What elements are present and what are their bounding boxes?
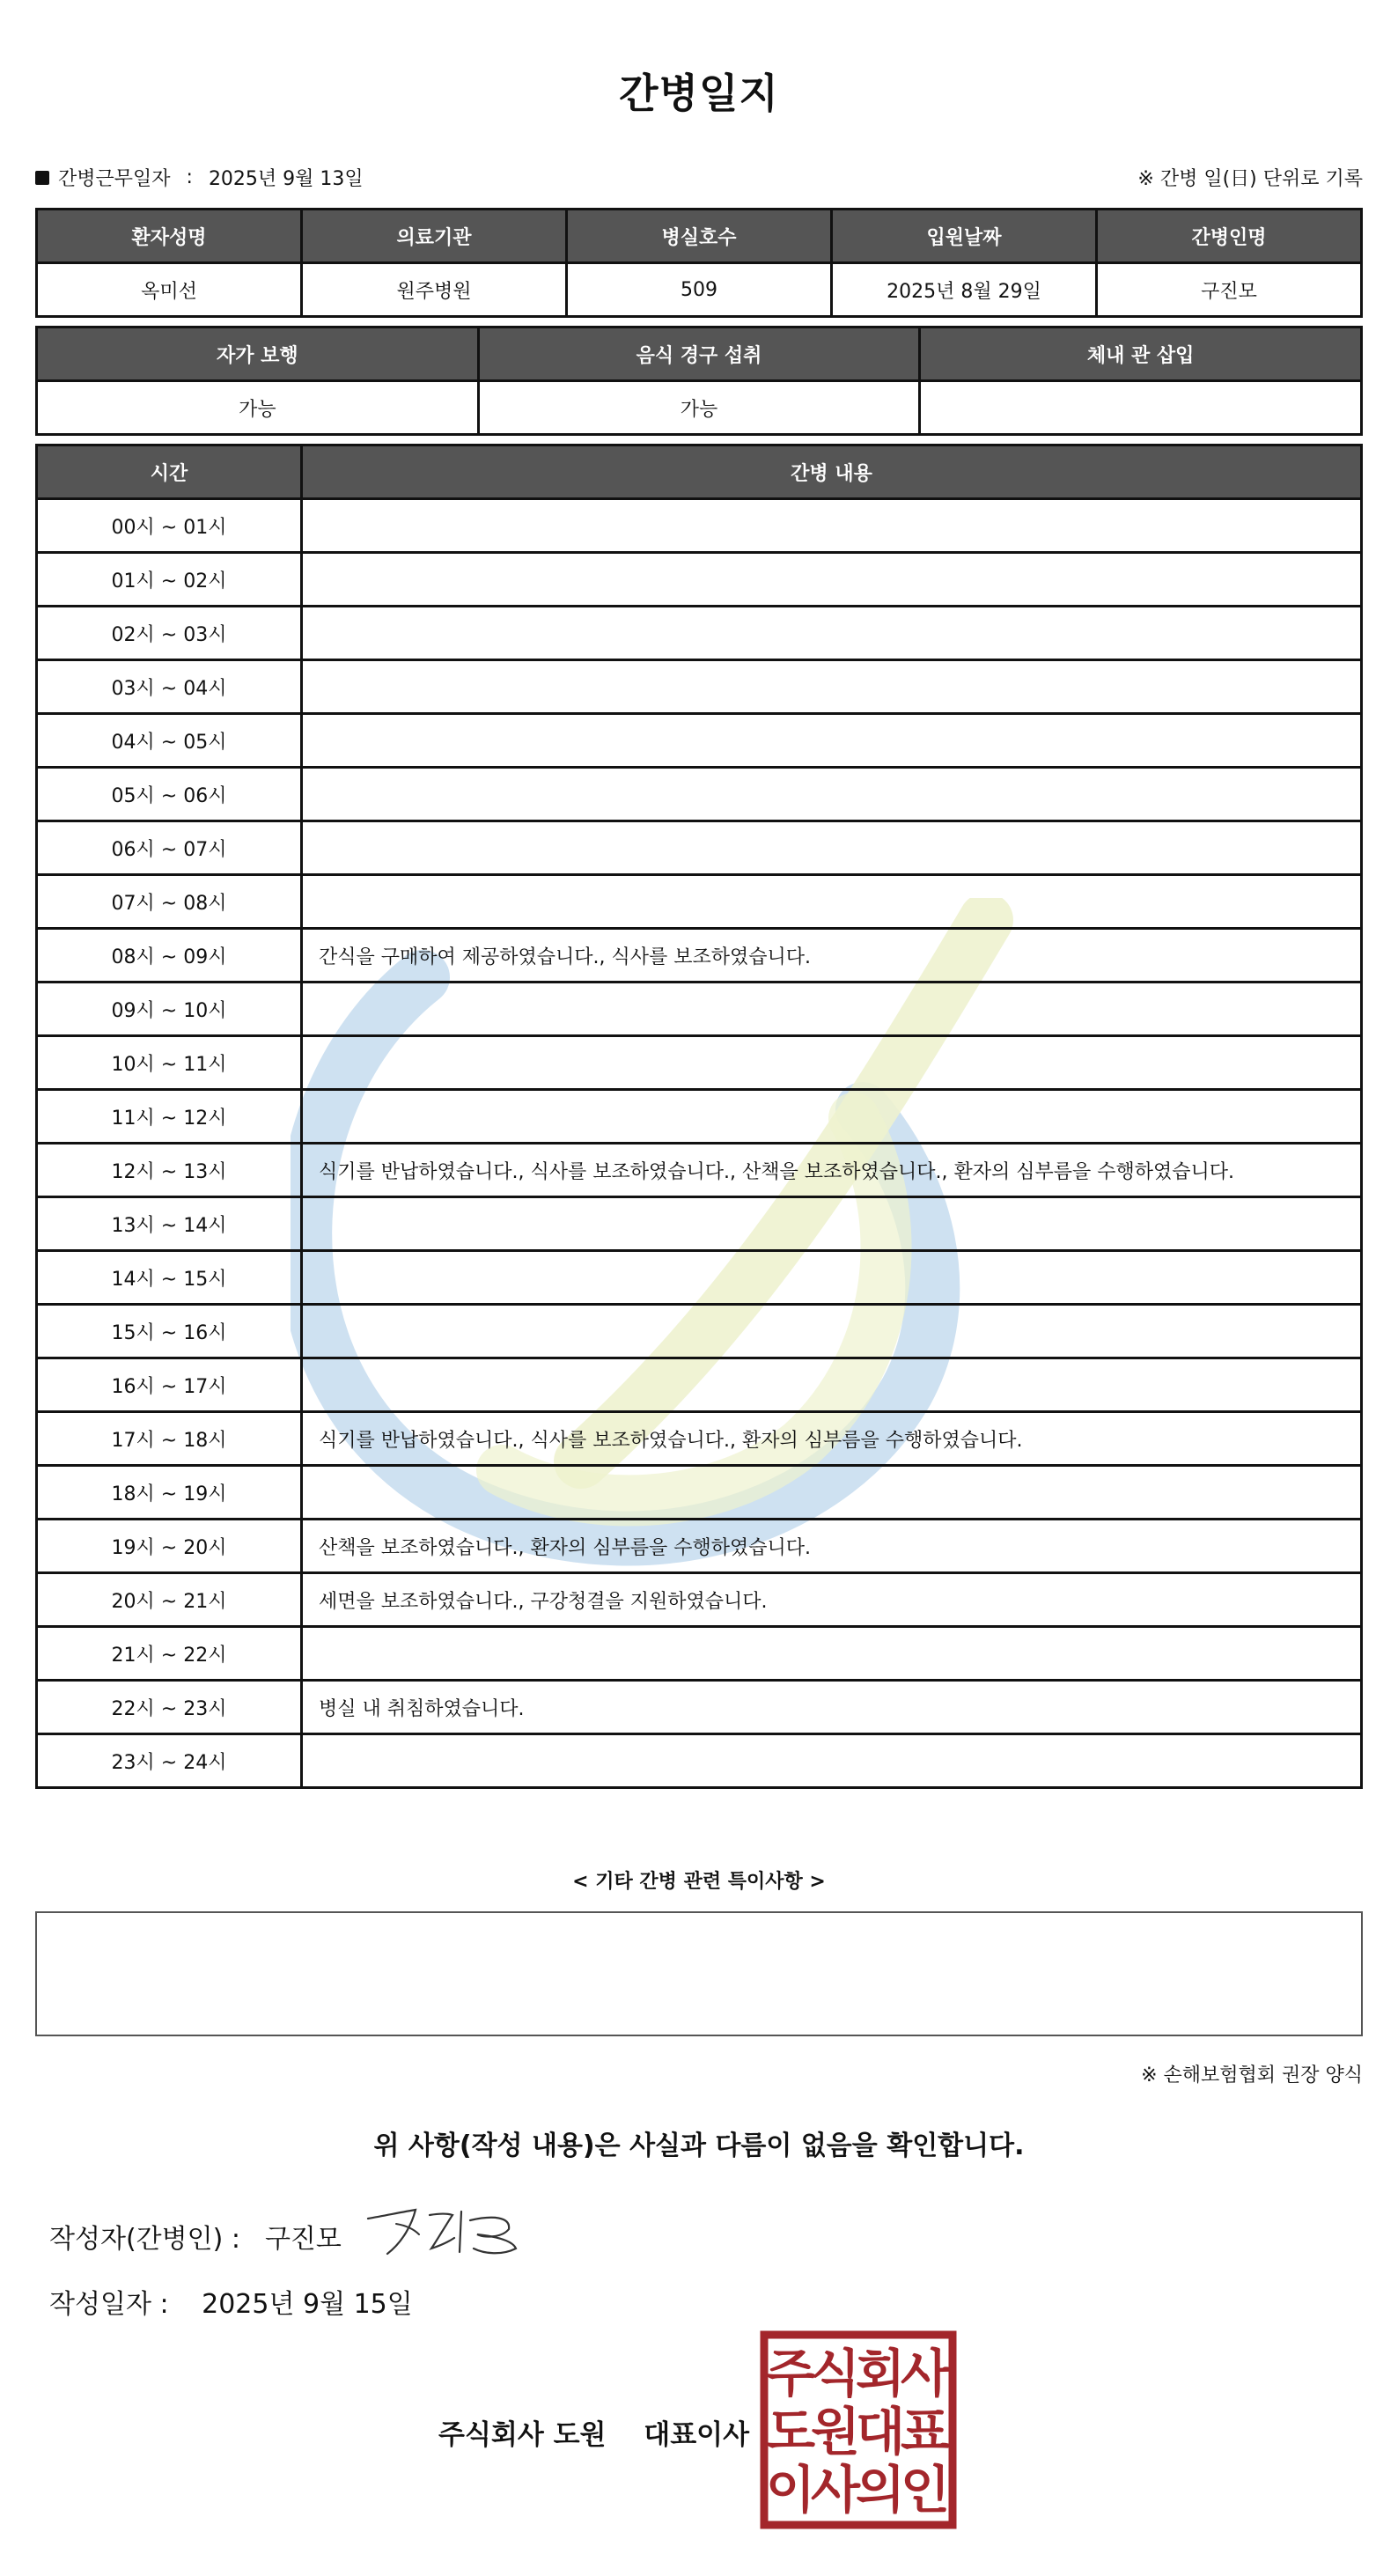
seal-character: 의 — [855, 2460, 906, 2520]
company-name: 주식회사 도원 — [438, 2419, 607, 2451]
table-row — [37, 1466, 1362, 1520]
writer-name: 구진모 — [264, 2224, 342, 2255]
time-slot: 18시 ~ 19시 — [37, 1466, 302, 1520]
patient-name: 옥미선 — [37, 263, 302, 317]
time-slot: 13시 ~ 14시 — [37, 1197, 302, 1251]
care-content — [302, 1197, 1362, 1251]
time-slot: 08시 ~ 09시 — [37, 929, 302, 983]
table-row — [37, 1573, 1362, 1627]
table-row — [37, 1681, 1362, 1734]
table-row — [37, 1197, 1362, 1251]
care-content: 산책을 보조하였습니다., 환자의 심부름을 수행하였습니다. — [302, 1520, 1362, 1573]
care-date-label: 간병근무일자 — [58, 168, 171, 190]
care-content — [302, 553, 1362, 607]
written-date-value: 2025년 9월 15일 — [202, 2289, 413, 2320]
seal-character: 도 — [765, 2402, 816, 2462]
care-content: 식기를 반납하였습니다., 식사를 보조하였습니다., 환자의 심부름을 수행하였습니다. — [302, 1412, 1362, 1466]
care-content — [302, 1627, 1362, 1681]
hospital-name: 원주병원 — [302, 263, 567, 317]
care-content — [302, 1358, 1362, 1412]
square-bullet-icon — [35, 171, 49, 185]
table-row — [37, 660, 1362, 714]
header-admission-date: 입원날짜 — [832, 210, 1097, 263]
care-log-table — [35, 444, 1363, 1789]
care-content — [302, 1734, 1362, 1788]
time-slot: 11시 ~ 12시 — [37, 1090, 302, 1144]
table-row — [37, 1090, 1362, 1144]
time-slot: 15시 ~ 16시 — [37, 1305, 302, 1358]
care-content: 식기를 반납하였습니다., 식사를 보조하였습니다., 산책을 보조하였습니다., 환자의 심부름을 수행하였습니다. — [302, 1144, 1362, 1197]
header-care-content: 간병 내용 — [302, 445, 1362, 499]
table-row — [37, 714, 1362, 768]
time-slot: 03시 ~ 04시 — [37, 660, 302, 714]
time-slot: 21시 ~ 22시 — [37, 1627, 302, 1681]
table-row — [37, 875, 1362, 929]
care-content: 병실 내 취침하였습니다. — [302, 1681, 1362, 1734]
table-row — [37, 607, 1362, 660]
writer-label: 작성자(간병인) : — [49, 2224, 240, 2255]
table-row — [37, 1627, 1362, 1681]
table-row — [37, 929, 1362, 983]
caregiver-name: 구진모 — [1097, 263, 1362, 317]
confirmation-statement: 위 사항(작성 내용)은 사실과 다름이 없음을 확인합니다. — [373, 2131, 1025, 2161]
patient-info-value-row — [37, 263, 1362, 317]
self-walking-value: 가능 — [37, 381, 479, 435]
company-signature-line — [438, 2412, 749, 2452]
table-row — [37, 1412, 1362, 1466]
care-date-value: 2025년 9월 13일 — [208, 168, 364, 190]
special-notes-box — [35, 1911, 1363, 2036]
time-slot: 17시 ~ 18시 — [37, 1412, 302, 1466]
ceo-title: 대표이사 — [644, 2419, 750, 2451]
patient-info-header-row — [37, 210, 1362, 263]
table-row — [37, 1734, 1362, 1788]
time-slot: 16시 ~ 17시 — [37, 1358, 302, 1412]
time-slot: 04시 ~ 05시 — [37, 714, 302, 768]
time-slot: 07시 ~ 08시 — [37, 875, 302, 929]
seal-character: 사 — [810, 2460, 861, 2520]
form-source-note: ※ 손해보험협회 권장 양식 — [1141, 2064, 1363, 2087]
care-content — [302, 660, 1362, 714]
care-content — [302, 499, 1362, 553]
seal-character: 이 — [765, 2460, 816, 2520]
time-slot: 06시 ~ 07시 — [37, 821, 302, 875]
care-content — [302, 714, 1362, 768]
care-content — [302, 607, 1362, 660]
admission-date: 2025년 8월 29일 — [832, 263, 1097, 317]
seal-character: 사 — [900, 2344, 951, 2403]
written-date-row — [49, 2282, 413, 2321]
care-date-row — [35, 164, 364, 191]
time-slot: 12시 ~ 13시 — [37, 1144, 302, 1197]
table-row — [37, 553, 1362, 607]
care-content — [302, 1305, 1362, 1358]
care-log-body — [37, 499, 1362, 1788]
seal-character: 주 — [765, 2344, 816, 2403]
care-log-header-row — [37, 445, 1362, 499]
seal-character: 표 — [900, 2402, 951, 2462]
care-content — [302, 1090, 1362, 1144]
header-self-walking: 자가 보행 — [37, 328, 479, 381]
room-number: 509 — [567, 263, 832, 317]
table-row — [37, 499, 1362, 553]
time-slot: 19시 ~ 20시 — [37, 1520, 302, 1573]
care-content: 간식을 구매하여 제공하였습니다., 식사를 보조하였습니다. — [302, 929, 1362, 983]
care-date-separator: : — [186, 166, 193, 188]
table-row — [37, 983, 1362, 1036]
oral-intake-value: 가능 — [478, 381, 920, 435]
table-row — [37, 1036, 1362, 1090]
written-date-label: 작성일자 : — [49, 2289, 169, 2320]
patient-status-value-row — [37, 381, 1362, 435]
notes-title: < 기타 간병 관련 특이사항 > — [572, 1871, 826, 1893]
seal-character: 대 — [855, 2402, 906, 2462]
header-room-number: 병실호수 — [567, 210, 832, 263]
tube-insertion-value — [920, 381, 1362, 435]
time-slot: 09시 ~ 10시 — [37, 983, 302, 1036]
header-patient-name: 환자성명 — [37, 210, 302, 263]
care-content — [302, 1466, 1362, 1520]
care-content — [302, 875, 1362, 929]
seal-character: 원 — [810, 2402, 861, 2462]
care-content — [302, 1036, 1362, 1090]
seal-character: 회 — [855, 2344, 906, 2403]
page-title: 간병일지 — [619, 70, 779, 117]
company-seal-stamp-icon — [759, 2329, 958, 2530]
care-content — [302, 821, 1362, 875]
table-row — [37, 768, 1362, 821]
care-content: 세면을 보조하였습니다., 구강청결을 지원하였습니다. — [302, 1573, 1362, 1627]
header-hospital: 의료기관 — [302, 210, 567, 263]
care-content — [302, 983, 1362, 1036]
table-row — [37, 1358, 1362, 1412]
patient-status-header-row — [37, 328, 1362, 381]
seal-character: 인 — [900, 2460, 951, 2520]
care-content — [302, 1251, 1362, 1305]
time-slot: 23시 ~ 24시 — [37, 1734, 302, 1788]
header-time: 시간 — [37, 445, 302, 499]
table-row — [37, 1144, 1362, 1197]
handwritten-signature-icon — [361, 2199, 528, 2261]
time-slot: 22시 ~ 23시 — [37, 1681, 302, 1734]
seal-character: 식 — [810, 2344, 861, 2403]
patient-info-table — [35, 208, 1363, 318]
table-row — [37, 821, 1362, 875]
time-slot: 02시 ~ 03시 — [37, 607, 302, 660]
table-row — [37, 1251, 1362, 1305]
record-unit-note: ※ 간병 일(日) 단위로 기록 — [1137, 168, 1363, 190]
time-slot: 00시 ~ 01시 — [37, 499, 302, 553]
header-caregiver-name: 간병인명 — [1097, 210, 1362, 263]
time-slot: 14시 ~ 15시 — [37, 1251, 302, 1305]
header-tube-insertion: 체내 관 삽입 — [920, 328, 1362, 381]
header-oral-intake: 음식 경구 섭취 — [478, 328, 920, 381]
time-slot: 05시 ~ 06시 — [37, 768, 302, 821]
time-slot: 10시 ~ 11시 — [37, 1036, 302, 1090]
table-row — [37, 1305, 1362, 1358]
time-slot: 20시 ~ 21시 — [37, 1573, 302, 1627]
writer-row — [49, 2217, 342, 2256]
time-slot: 01시 ~ 02시 — [37, 553, 302, 607]
patient-status-table — [35, 326, 1363, 436]
table-row — [37, 1520, 1362, 1573]
care-content — [302, 768, 1362, 821]
